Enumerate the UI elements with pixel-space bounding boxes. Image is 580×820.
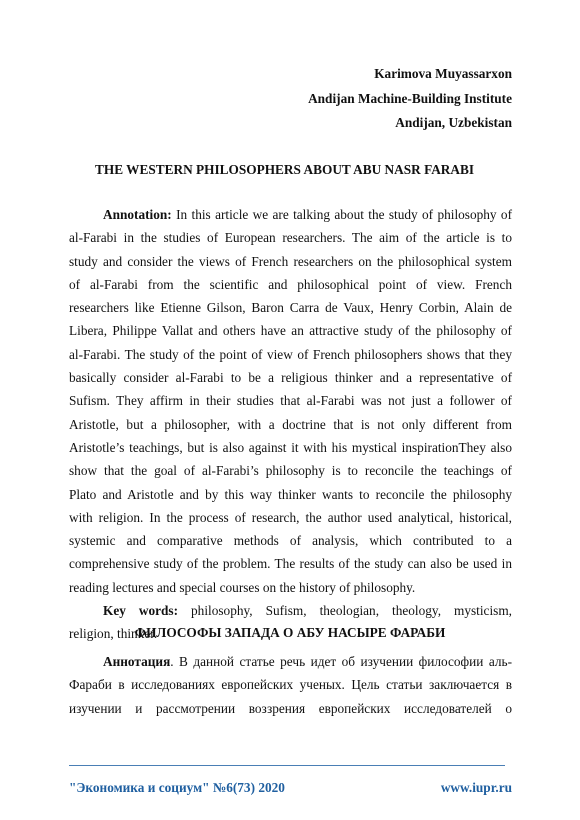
annotation-line: al-Farabi in the studies of European researchers. The aim of the article is to (69, 230, 512, 246)
keywords-line: religion, thinker. (69, 626, 158, 642)
annotation-line: researchers like Etienne Gilson, Baron Carra de Vaux, Henry Corbin, Alain de (69, 300, 512, 316)
annotation-line: systemic and comparative methods of analysis, which contributed to a (69, 533, 512, 549)
annotation-line: Libera, Philippe Vallat and others have an attractive study of the philosophy of (69, 323, 512, 339)
annotation-line: Sufism. They affirm in their studies that al-Farabi was not just a follower of (69, 393, 512, 409)
russian-annotation-paragraph (69, 650, 512, 720)
annotation-line: Annotation: In this article we are talking about the study of philosophy of (103, 207, 512, 222)
annotation-line: Plato and Aristotle and by this way thinker wants to reconcile the philosophy (69, 486, 512, 502)
russian-annotation-line: Аннотация. В данной статье речь идет об изучении философии аль- (103, 654, 512, 669)
footer-divider (69, 765, 505, 766)
annotation-line: show that the goal of al-Farabi’s philosophy is to reconcile the teachings of (69, 463, 512, 479)
keywords-label: Key words: (103, 603, 179, 619)
annotation-line: comprehensive study of the problem. The results of the study can also be used in (69, 556, 512, 572)
annotation-line: study and consider the views of French researchers on the philosophical system (69, 253, 512, 269)
russian-title: ФИЛОСОФЫ ЗАПАДА О АБУ НАСЫРЕ ФАРАБИ (134, 625, 446, 640)
author-block (308, 62, 512, 136)
annotation-label: Annotation: (103, 207, 172, 222)
author-location: Andijan, Uzbekistan (395, 115, 512, 130)
annotation-paragraph (69, 203, 512, 646)
journal-citation: "Экономика и социум" №6(73) 2020 (69, 780, 285, 795)
russian-annotation-line: изучении и рассмотрении воззрения европейских исследователей о (69, 700, 512, 716)
annotation-line: Aristotle, but a philosopher, with a doctrine that is not only different from (69, 416, 512, 432)
annotation-line: al-Farabi. The study of the point of view of French philosophers shows that they (69, 346, 512, 362)
russian-annotation-label: Аннотация (103, 654, 171, 669)
author-name: Karimova Muyassarxon (374, 66, 512, 81)
article-title: THE WESTERN PHILOSOPHERS ABOUT ABU NASR FARABI (95, 162, 475, 177)
annotation-line: basically consider al-Farabi to be a religious thinker and a representative of (69, 370, 512, 386)
keywords-line: Key words: philosophy, Sufism, theologian, theology, mysticism, (103, 603, 512, 619)
annotation-line: of al-Farabi from the scientific and philosophical point of view. French (69, 276, 512, 292)
annotation-line: with religion. In the process of research, the author used analytical, historical, (69, 509, 512, 525)
annotation-line: Aristotle’s teachings, but is also against it with his mystical inspirationThey also (69, 439, 512, 455)
annotation-line: reading lectures and special courses on the history of philosophy. (69, 579, 416, 595)
journal-website-link[interactable]: www.iupr.ru (440, 780, 512, 795)
author-institute: Andijan Machine-Building Institute (308, 90, 512, 106)
russian-annotation-line: Фараби в исследованиях европейских ученых. Цель статьи заключается в (69, 677, 512, 693)
